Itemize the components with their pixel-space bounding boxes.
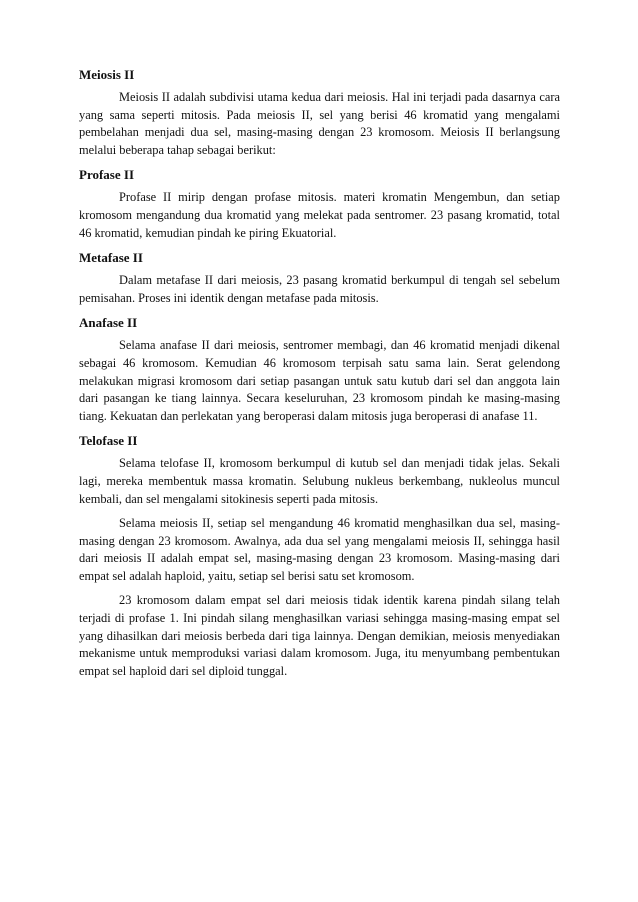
section-metafase-ii [79,249,560,307]
paragraph: Selama telofase II, kromosom berkumpul di kutub sel dan menjadi tidak jelas. Sekali lagi, mereka membentuk massa kromatin. Selubung nukleus berkembang, nukleolus muncul kembali, dan sel mengalami sitokinesis seperti pada mitosis. [79,456,560,506]
section-heading: Meiosis II [79,67,135,82]
section-heading: Metafase II [79,250,143,266]
section-heading: Profase II [79,167,135,183]
section-profase-ii [79,166,560,242]
paragraph: 23 kromosom dalam empat sel dari meiosis tidak identik karena pindah silang telah terjadi di profase 1. Ini pindah silang menghasilkan variasi sehingga masing-masing empat sel yang dihasilkan dari meiosis berbeda dari tiga lainnya. Dengan demikian, meiosis menyediakan mekanisme untuk memproduksi variasi dalam kromosom. Juga, itu menyumbang pembentukan empat sel haploid dari sel diploid tunggal. [79,593,560,678]
paragraph: Selama anafase II dari meiosis, sentromer membagi, dan 46 kromatid menjadi dikenal sebagai 46 kromosom. Kemudian 46 kromosom terpisah satu sama lain. Serat gelendong melakukan migrasi kromosom dari setiap pasangan untuk satu kutub dari sel dan anggota lain dari pasangan ke tiang lainnya. Secara keseluruhan, 23 kromosom pindah ke masing-masing tiang. Kekuatan dan perlekatan yang beroperasi dalam mitosis juga beroperasi di anafase 11. [79,338,560,423]
section-meiosis-ii [79,66,560,159]
section-heading: Telofase II [79,433,138,449]
section-telofase-ii [79,432,560,680]
paragraph: Profase II mirip dengan profase mitosis. materi kromatin Mengembun, dan setiap kromosom mengandung dua kromatid yang melekat pada sentromer. 23 pasang kromatid, total 46 kromatid, kemudian pindah ke piring Ekuatorial. [79,190,560,240]
section-heading: Anafase II [79,315,138,331]
document-body [79,66,560,687]
paragraph: Meiosis II adalah subdivisi utama kedua dari meiosis. Hal ini terjadi pada dasarnya cara yang sama seperti mitosis. Pada meiosis II, sel yang berisi 46 kromatid yang mengalami pembelahan menjadi dua sel, masing-masing dengan 23 kromosom. Meiosis II berlangsung melalui beberapa tahap sebagai berikut: [79,90,560,157]
paragraph: Dalam metafase II dari meiosis, 23 pasang kromatid berkumpul di tengah sel sebelum pemisahan. Proses ini identik dengan metafase pada mitosis. [79,273,560,305]
paragraph: Selama meiosis II, setiap sel mengandung 46 kromatid menghasilkan dua sel, masing-masing dengan 23 kromosom. Awalnya, ada dua sel yang mengalami meiosis II, sehingga hasil dari meiosis II adalah empat sel, masing-masing dengan 23 kromosom. Masing-masing dari empat sel adalah haploid, yaitu, setiap sel berisi satu set kromosom. [79,516,560,583]
section-anafase-ii [79,314,560,425]
